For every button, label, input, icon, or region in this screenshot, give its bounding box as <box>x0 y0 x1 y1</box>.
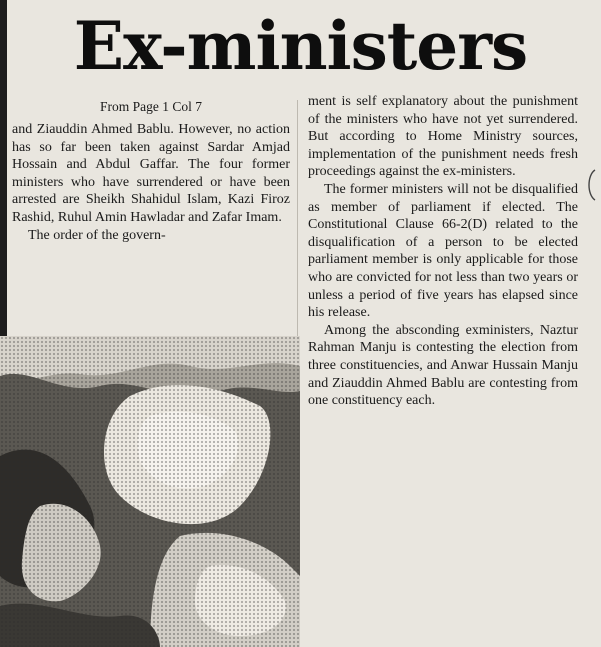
headline: Ex-ministers <box>73 7 528 85</box>
left-column <box>12 98 290 244</box>
page-edge-curl <box>581 100 601 560</box>
left-paragraph-2: The order of the govern- <box>28 227 166 243</box>
photo-image <box>0 336 300 647</box>
right-paragraph-3: Among the absconding exministers, Naztur Rahman Manju is contesting the election from three constituencies, and Anwar Hussain Manju and Ziauddin Ahmed Bablu are contesting from one constituency each. <box>308 322 578 409</box>
halftone-photo <box>0 336 300 647</box>
right-paragraph-1: ment is self explanatory about the punishment of the ministers who have not yet surrendered. But according to Home Ministry sources, implementation of the punishment needs fresh proceedings against the ex-ministers. <box>308 94 578 180</box>
left-paragraph-1: and Ziauddin Ahmed Bablu. However, no action has so far been taken against Sardar Amjad Hossain and Abdul Gaffar. The four former ministers who have surrendered or have been arrested are Sheikh Shahidul Islam, Kazi Firoz Rashid, Ruhul Amin Hawladar and Zafar Imam. <box>12 122 290 225</box>
jump-line: From Page 1 Col 7 <box>99 99 202 114</box>
right-paragraph-2: The former ministers will not be disqualified as member of parliament if elected. The Constitutional Clause 66-2(D) related to the disqualification of a person to be elected parliament member is only applicable for those who are convicted for not less than two years or unless a period of five years has elapsed since his release. <box>308 181 578 321</box>
right-column <box>308 93 578 410</box>
